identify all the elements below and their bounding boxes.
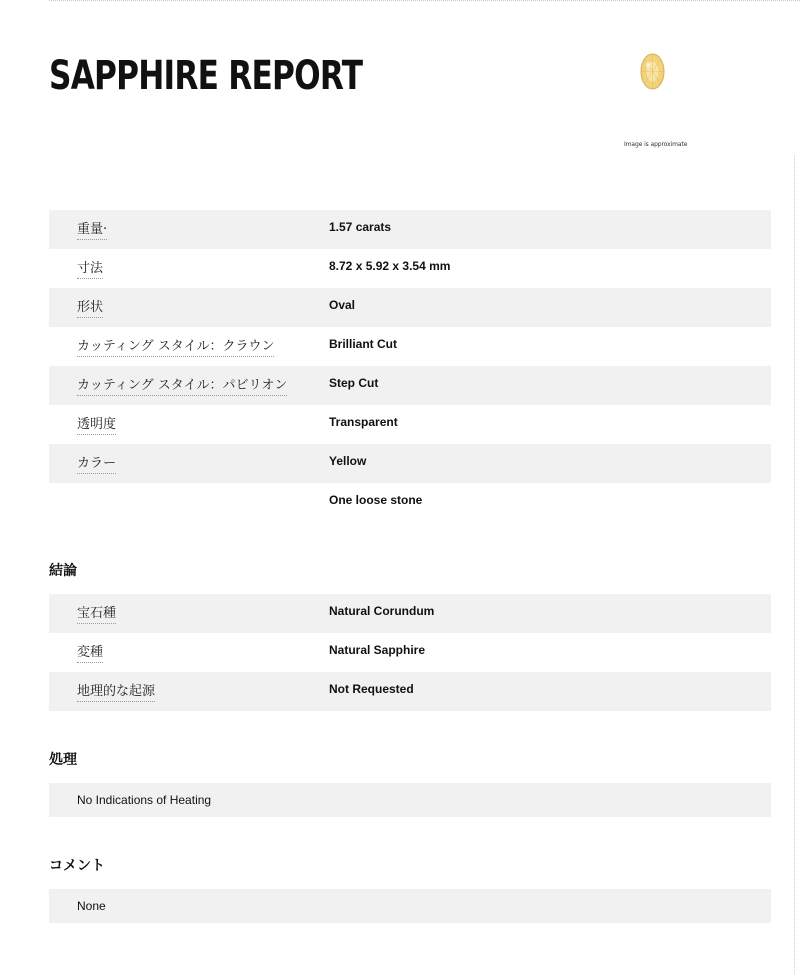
- table-row: [49, 672, 771, 711]
- row-value-color: Yellow: [329, 454, 367, 468]
- table-row: [49, 633, 771, 672]
- right-dotted-divider: [794, 155, 795, 974]
- treatment-box: [49, 783, 771, 817]
- row-value-pavilion-cut: Step Cut: [329, 376, 379, 390]
- row-label-species[interactable]: 宝石種: [77, 605, 116, 624]
- row-value-weight: 1.57 carats: [329, 220, 392, 234]
- comment-text: None: [77, 899, 106, 913]
- table-row: [49, 483, 771, 522]
- table-row: [49, 288, 771, 327]
- table-row: [49, 366, 771, 405]
- row-value-item-description: One loose stone: [329, 493, 423, 507]
- table-row: [49, 594, 771, 633]
- report-title: SAPPHIRE REPORT: [49, 53, 363, 99]
- row-label-weight[interactable]: 重量·: [77, 221, 107, 240]
- row-value-species: Natural Corundum: [329, 604, 435, 618]
- conclusion-table: [49, 594, 771, 711]
- image-caption: Image is approximate: [624, 141, 688, 148]
- row-label-crown-cut[interactable]: カッティング スタイル：クラウン: [77, 338, 274, 357]
- row-label-shape[interactable]: 形状: [77, 299, 103, 318]
- row-label-transparency[interactable]: 透明度: [77, 416, 116, 435]
- row-value-shape: Oval: [329, 298, 356, 312]
- oval-yellow-sapphire-icon: [640, 53, 665, 90]
- row-label-variety[interactable]: 変種: [77, 644, 103, 663]
- row-value-dimensions: 8.72 x 5.92 x 3.54 mm: [329, 259, 451, 273]
- row-value-transparency: Transparent: [329, 415, 398, 429]
- treatment-text: No Indications of Heating: [77, 793, 212, 807]
- comment-box: [49, 889, 771, 923]
- row-label-color[interactable]: カラー: [77, 455, 116, 474]
- table-row: [49, 249, 771, 288]
- row-label-origin[interactable]: 地理的な起源: [77, 683, 155, 702]
- table-row: [49, 327, 771, 366]
- row-value-variety: Natural Sapphire: [329, 643, 426, 657]
- table-row: [49, 444, 771, 483]
- row-label-dimensions[interactable]: 寸法: [77, 260, 103, 279]
- table-row: [49, 210, 771, 249]
- comment-heading: コメント: [49, 858, 105, 874]
- table-row: [49, 405, 771, 444]
- row-label-pavilion-cut[interactable]: カッティング スタイル：パビリオン: [77, 377, 287, 396]
- row-value-origin: Not Requested: [329, 682, 414, 696]
- top-dotted-divider: [49, 0, 800, 1]
- details-table: [49, 210, 771, 522]
- conclusion-heading: 結論: [49, 563, 77, 579]
- treatment-heading: 処理: [49, 752, 77, 768]
- row-value-crown-cut: Brilliant Cut: [329, 337, 397, 351]
